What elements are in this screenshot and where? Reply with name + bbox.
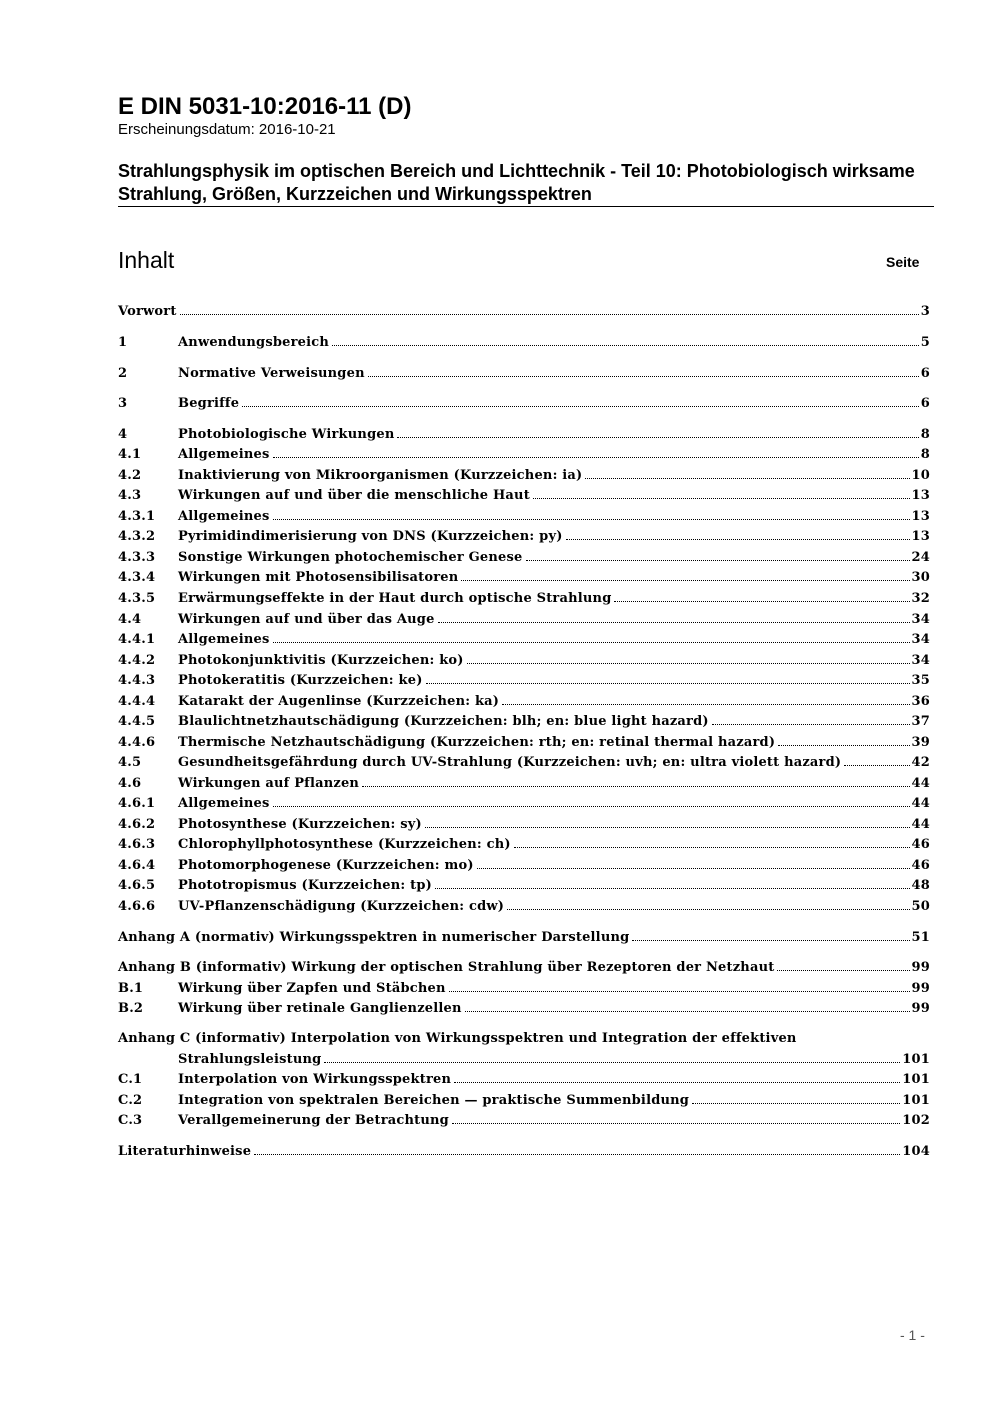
toc-entry-title: Integration von spektralen Bereichen — praktische Summenbildung [178, 1093, 690, 1108]
toc-entry-number: 4.6.5 [118, 878, 156, 893]
toc-entry-page: 42 [911, 755, 930, 770]
toc-entry-number: 4.6 [118, 776, 142, 791]
toc-entry-title: Allgemeines [178, 447, 270, 462]
toc-entry-title: Phototropismus (Kurzzeichen: tp) [178, 878, 432, 893]
toc-dot-leader [465, 1002, 910, 1012]
toc-entry-number: 4.1 [118, 447, 142, 462]
toc-entry[interactable] [118, 999, 930, 1019]
toc-entry-title: Blaulichtnetzhautschädigung (Kurzzeichen: blh; en: blue light hazard) [178, 714, 709, 729]
toc-entry-page: 10 [911, 468, 930, 483]
toc-entry-page: 32 [911, 591, 930, 606]
toc-entry-title: Photokeratitis (Kurzzeichen: ke) [178, 673, 423, 688]
toc-entry-number: 1 [118, 335, 128, 350]
toc-entry[interactable] [118, 425, 930, 445]
toc-entry-number: 4.6.4 [118, 858, 156, 873]
toc-dot-leader [273, 448, 919, 458]
toc-entry-page: 13 [911, 529, 930, 544]
toc-entry[interactable] [118, 671, 930, 691]
toc-entry-page: 44 [911, 817, 930, 832]
toc-dot-leader [502, 695, 909, 705]
toc-entry-page: 8 [920, 427, 930, 442]
toc-page-label: Seite [886, 254, 920, 270]
toc-dot-leader [438, 613, 910, 623]
page-number: - 1 - [900, 1327, 925, 1343]
toc-entry-number: 4.4.4 [118, 694, 156, 709]
toc-entry[interactable] [118, 979, 930, 999]
toc-entry-title: Anhang B (informativ) Wirkung der optischen Strahlung über Rezeptoren der Netzhaut [118, 960, 775, 975]
toc-entry-page: 104 [902, 1144, 930, 1159]
title-rule [118, 206, 934, 207]
toc-entry-page: 99 [911, 981, 930, 996]
toc-dot-leader [397, 428, 918, 438]
toc-entry-page: 36 [911, 694, 930, 709]
toc-entry-page: 13 [911, 488, 930, 503]
toc-entry-page: 13 [911, 509, 930, 524]
toc-entry-number: B.2 [118, 1001, 144, 1016]
toc-entry-title: Gesundheitsgefährdung durch UV-Strahlung (Kurzzeichen: uvh; en: ultra violett hazard) [178, 755, 842, 770]
toc-dot-leader [514, 838, 910, 848]
toc-dot-leader [273, 510, 910, 520]
toc-entry-page: 39 [911, 735, 930, 750]
toc-entry-number: 4 [118, 427, 128, 442]
toc-dot-leader [242, 397, 919, 407]
toc-entry[interactable] [118, 815, 930, 835]
toc-entry-page: 46 [911, 837, 930, 852]
toc-entry[interactable] [118, 856, 930, 876]
toc-entry-title: Pyrimidindimerisierung von DNS (Kurzzeichen: py) [178, 529, 563, 544]
toc-dot-leader [180, 305, 919, 315]
toc-dot-leader [585, 469, 909, 479]
toc-dot-leader [533, 489, 910, 499]
toc-entry-number: 4.3.2 [118, 529, 156, 544]
toc-entry-title: Wirkung über Zapfen und Stäbchen [178, 981, 446, 996]
toc-entry[interactable] [118, 610, 930, 630]
toc-entry[interactable] [118, 835, 930, 855]
toc-entry[interactable] [118, 651, 930, 671]
toc-entry-page: 34 [911, 612, 930, 627]
toc-entry-title: Photobiologische Wirkungen [178, 427, 395, 442]
toc-entry-number: 4.3 [118, 488, 142, 503]
toc-entry-page: 99 [911, 1001, 930, 1016]
toc-entry-page: 46 [911, 858, 930, 873]
toc-entry-title: Anhang A (normativ) Wirkungsspektren in numerischer Darstellung [118, 930, 630, 945]
toc-dot-leader [778, 736, 909, 746]
toc-dot-leader [454, 1073, 900, 1083]
toc-entry-number: 4.4.1 [118, 632, 156, 647]
toc-entry-title: Normative Verweisungen [178, 366, 365, 381]
toc-dot-leader [254, 1145, 900, 1155]
toc-entry[interactable] [118, 794, 930, 814]
toc-entry[interactable] [118, 364, 930, 384]
toc-dot-leader [507, 900, 909, 910]
toc-entry[interactable] [118, 589, 930, 609]
toc-entry-number: 4.4.2 [118, 653, 156, 668]
toc-dot-leader [426, 674, 910, 684]
toc-entry-title: Allgemeines [178, 509, 270, 524]
toc-entry-number: 2 [118, 366, 128, 381]
toc-entry-title: Photosynthese (Kurzzeichen: sy) [178, 817, 422, 832]
toc-entry-title: Katarakt der Augenlinse (Kurzzeichen: ka) [178, 694, 500, 709]
toc-entry-title: Wirkungen auf und über das Auge [178, 612, 435, 627]
toc-dot-leader [477, 859, 910, 869]
toc-entry-number: 4.6.1 [118, 796, 156, 811]
toc-entry-title: Erwärmungseffekte in der Haut durch optische Strahlung [178, 591, 612, 606]
toc-entry-page: 34 [911, 653, 930, 668]
toc-entry[interactable] [118, 712, 930, 732]
toc-entry-page: 44 [911, 796, 930, 811]
toc-entry-title: Interpolation von Wirkungsspektren [178, 1072, 452, 1087]
toc-entry-number: 4.4.5 [118, 714, 156, 729]
toc-entry-page: 101 [902, 1093, 930, 1108]
toc-entry-title: Literaturhinweise [118, 1144, 252, 1159]
toc-entry-number: 4.3.3 [118, 550, 156, 565]
toc-entry[interactable] [118, 897, 930, 917]
toc-entry[interactable] [118, 507, 930, 527]
toc-entry[interactable] [118, 1142, 930, 1162]
toc-entry-page: 35 [911, 673, 930, 688]
toc-dot-leader [324, 1053, 900, 1063]
toc-entry[interactable] [118, 568, 930, 588]
toc-entry[interactable] [118, 333, 930, 353]
toc-entry-page: 6 [920, 396, 930, 411]
toc-entry-number: 4.3.5 [118, 591, 156, 606]
toc-entry-page: 48 [911, 878, 930, 893]
toc-entry[interactable] [118, 928, 930, 948]
toc-entry-title: Wirkungen auf und über die menschliche Haut [178, 488, 530, 503]
document-id: E DIN 5031-10:2016-11 (D) [118, 93, 412, 120]
toc-dot-leader [566, 530, 910, 540]
toc-entry-number: 4.6.6 [118, 899, 156, 914]
toc-entry-number: 3 [118, 396, 128, 411]
toc-entry-page: 44 [911, 776, 930, 791]
toc-dot-leader [632, 931, 909, 941]
toc-entry-page: 101 [902, 1052, 930, 1067]
toc-entry-title: Wirkungen mit Photosensibilisatoren [178, 570, 459, 585]
toc-entry[interactable] [118, 774, 930, 794]
toc-entry[interactable] [118, 394, 930, 414]
toc-entry-page: 102 [902, 1113, 930, 1128]
toc-entry-title: Anhang C (informativ) Interpolation von Wirkungsspektren und Integration der effektiven [118, 1031, 797, 1046]
toc-entry-title: Verallgemeinerung der Betrachtung [178, 1113, 449, 1128]
toc-entry[interactable] [118, 1070, 930, 1090]
toc-entry-page: 99 [911, 960, 930, 975]
toc-dot-leader [273, 633, 910, 643]
toc-entry[interactable] [118, 486, 930, 506]
toc-entry-number: C.2 [118, 1093, 143, 1108]
toc-entry-page: 8 [920, 447, 930, 462]
toc-dot-leader [844, 756, 909, 766]
toc-entry-number: 4.3.4 [118, 570, 156, 585]
toc-entry-title: Sonstige Wirkungen photochemischer Genese [178, 550, 523, 565]
toc-entry-page: 30 [911, 570, 930, 585]
toc-dot-leader [692, 1094, 900, 1104]
toc-entry[interactable] [118, 733, 930, 753]
toc-entry-title: Thermische Netzhautschädigung (Kurzzeichen: rth; en: retinal thermal hazard) [178, 735, 776, 750]
toc-entry-title: Allgemeines [178, 632, 270, 647]
toc-entry-page: 3 [920, 304, 930, 319]
toc-dot-leader [425, 818, 910, 828]
toc-entry-number: 4.6.2 [118, 817, 156, 832]
toc-entry-title: Strahlungsleistung [178, 1052, 322, 1067]
toc-entry[interactable] [118, 1091, 930, 1111]
toc-entry-number: C.1 [118, 1072, 143, 1087]
toc-dot-leader [452, 1114, 900, 1124]
toc-entry-title: Chlorophyllphotosynthese (Kurzzeichen: ch) [178, 837, 511, 852]
toc-entry-title: Begriffe [178, 396, 240, 411]
toc-entry[interactable] [118, 466, 930, 486]
toc-heading: Inhalt [118, 247, 175, 273]
toc-entry[interactable] [118, 692, 930, 712]
toc-dot-leader [449, 982, 910, 992]
toc-entry[interactable] [118, 1029, 930, 1049]
toc-dot-leader [461, 571, 909, 581]
toc-entry[interactable] [118, 302, 930, 322]
toc-entry-number: 4.4 [118, 612, 142, 627]
toc-entry-number: 4.5 [118, 755, 142, 770]
toc-entry-number: C.3 [118, 1113, 143, 1128]
toc-entry-page: 50 [911, 899, 930, 914]
toc-entry-title: Allgemeines [178, 796, 270, 811]
toc-entry-number: 4.4.3 [118, 673, 156, 688]
toc-entry-page: 37 [911, 714, 930, 729]
toc-entry-title: UV-Pflanzenschädigung (Kurzzeichen: cdw) [178, 899, 505, 914]
publication-date: Erscheinungsdatum: 2016-10-21 [118, 121, 336, 138]
toc-dot-leader [273, 797, 910, 807]
toc-entry-number: 4.2 [118, 468, 142, 483]
toc-entry-title: Inaktivierung von Mikroorganismen (Kurzzeichen: ia) [178, 468, 583, 483]
toc-dot-leader [614, 592, 909, 602]
toc-entry[interactable] [118, 630, 930, 650]
toc-entry-title: Wirkungen auf Pflanzen [178, 776, 360, 791]
toc-entry[interactable] [118, 1050, 930, 1070]
toc-entry[interactable] [118, 445, 930, 465]
toc-entry-number: 4.3.1 [118, 509, 156, 524]
toc-entry-page: 5 [920, 335, 930, 350]
toc-entry[interactable] [118, 876, 930, 896]
toc-entry-page: 34 [911, 632, 930, 647]
toc-entry-number: B.1 [118, 981, 144, 996]
toc-entry-page: 101 [902, 1072, 930, 1087]
toc-dot-leader [526, 551, 910, 561]
toc-entry[interactable] [118, 958, 930, 978]
toc-dot-leader [362, 777, 909, 787]
toc-entry-number: 4.6.3 [118, 837, 156, 852]
toc-dot-leader [368, 367, 919, 377]
toc-dot-leader [435, 879, 910, 889]
toc-dot-leader [712, 715, 910, 725]
document-title: Strahlungsphysik im optischen Bereich und Lichttechnik - Teil 10: Photobiologisch wirksame Strahlung, Größen, Kurzzeichen und Wirkungsspektren [118, 161, 915, 204]
toc-entry-title: Vorwort [118, 304, 177, 319]
toc-entry[interactable] [118, 527, 930, 547]
toc-entry-title: Anwendungsbereich [178, 335, 330, 350]
toc-dot-leader [332, 336, 919, 346]
toc-entry[interactable] [118, 753, 930, 773]
toc-dot-leader [467, 654, 910, 664]
toc-entry-title: Wirkung über retinale Ganglienzellen [178, 1001, 462, 1016]
toc-dot-leader [777, 961, 909, 971]
toc-entry-number: 4.4.6 [118, 735, 156, 750]
toc-entry[interactable] [118, 548, 930, 568]
toc-entry-page: 51 [911, 930, 930, 945]
toc-entry[interactable] [118, 1111, 930, 1131]
toc-entry-page: 24 [911, 550, 930, 565]
toc-entry-page: 6 [920, 366, 930, 381]
toc-entry-title: Photokonjunktivitis (Kurzzeichen: ko) [178, 653, 464, 668]
toc-entry-title: Photomorphogenese (Kurzzeichen: mo) [178, 858, 474, 873]
